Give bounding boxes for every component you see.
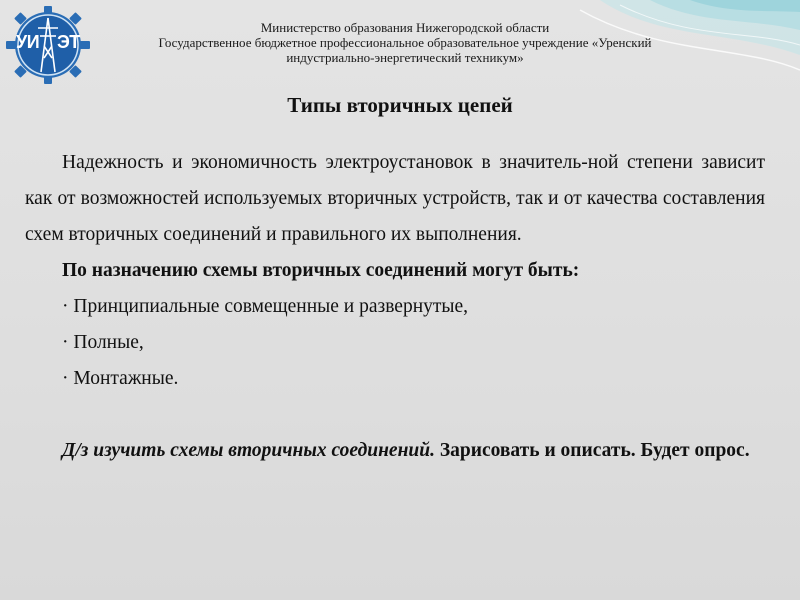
homework-rest: Зарисовать и описать. Будет опрос. bbox=[434, 440, 750, 461]
list-item-full: · Полные, bbox=[62, 332, 144, 353]
logo bbox=[6, 6, 90, 84]
slide-title: Типы вторичных цепей bbox=[287, 93, 513, 117]
homework-task: Д/з изучить схемы вторичных соединений. bbox=[62, 440, 435, 461]
slide-body bbox=[25, 145, 765, 469]
institution-header bbox=[110, 20, 700, 65]
list-item-assembly: · Монтажные. bbox=[62, 368, 179, 389]
list-subheading: По назначению схемы вторичных соединений могут быть: bbox=[62, 260, 580, 281]
logo-text-right: ЭТ bbox=[57, 32, 80, 52]
header-line-institution-cont: индустриально-энергетический техникум» bbox=[286, 50, 524, 65]
homework-assignment bbox=[25, 433, 765, 469]
list-item-principal: · Принципиальные совмещенные и развернутые, bbox=[62, 296, 469, 317]
header-line-institution: Государственное бюджетное профессиональное образовательное учреждение «Уренский bbox=[158, 35, 652, 50]
logo-text-left: УИ bbox=[16, 32, 40, 52]
spacer bbox=[25, 397, 765, 433]
header-line-ministry: Министерство образования Нижегородской области bbox=[260, 20, 550, 35]
intro-paragraph: Надежность и экономичность электроустановок в значитель-ной степени зависит как от возможностей используемых вторичных устройств, так и от качества составления схем вторичных соединений и правильного их выполнения. bbox=[25, 152, 765, 245]
